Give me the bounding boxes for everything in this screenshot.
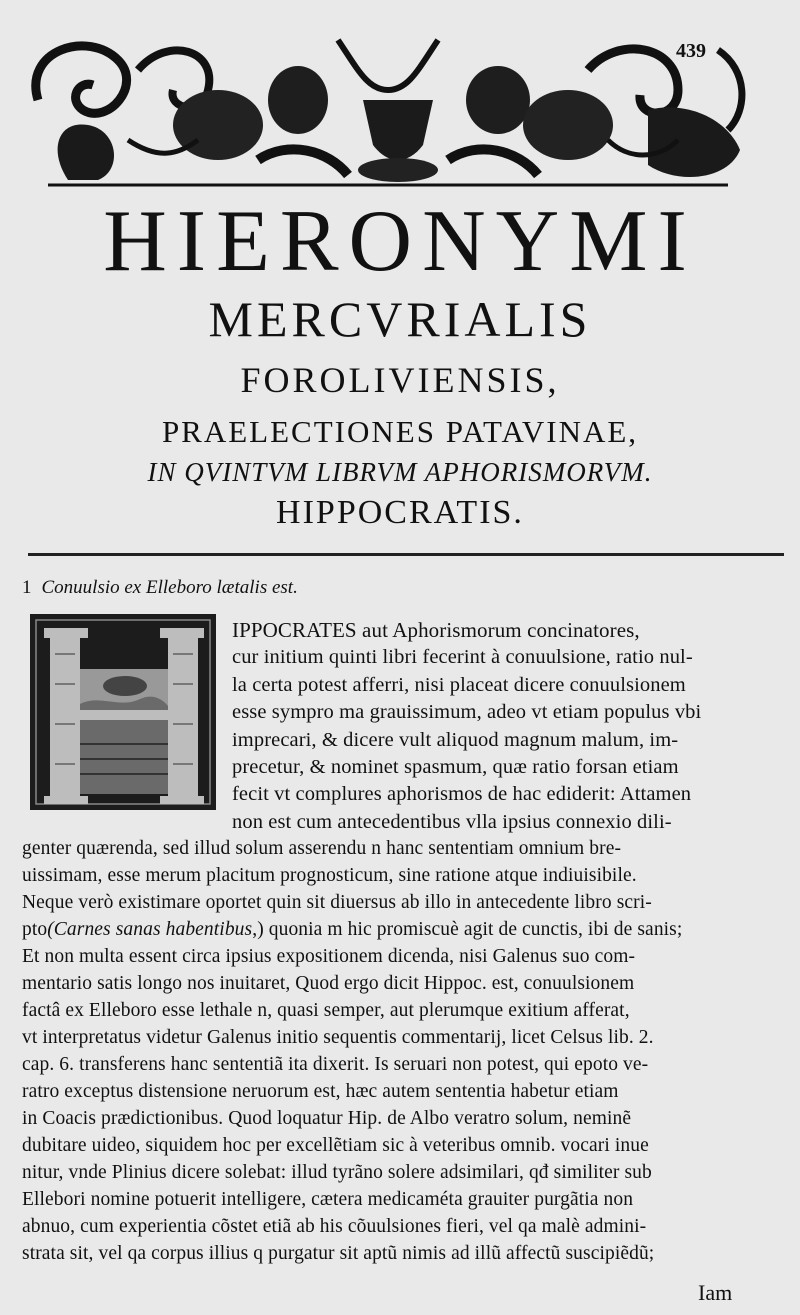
body-line-16: vt interpretatus videtur Galenus initio sequentis commentarij, licet Celsus lib. 2. [22, 1027, 654, 1048]
body-line-18: ratro exceptus distensione neruorum est, hæc autem sententia habetur etiam [22, 1081, 619, 1102]
body-line-20: dubitare uideo, siquidem hoc per excellẽtiam sic à veteribus omnib. vocari inue [22, 1135, 649, 1156]
body-line-21: nitur, vnde Plinius dicere solebat: illud tyrãno solere adsimilari, qđ similiter sub [22, 1162, 652, 1183]
body-line-23: abnuo, cum experientia cõstet etiã ab his cõuulsiones fieri, vel qa malè admini- [22, 1216, 647, 1237]
title-author-first-name: HIERONYMI [103, 193, 697, 290]
body-line-8: non est cum antecedentibus vlla ipsius connexio dili- [232, 811, 672, 833]
body-line-24: strata sit, vel qa corpus illius q purgatur sit aptũ nimis ad illũ affectũ suscipiẽdũ; [22, 1243, 655, 1264]
aphorism-heading [22, 578, 298, 597]
body-line-4: esse sympro ma grauissimum, adeo vt etiam populus vbi [232, 701, 702, 723]
aphorism-text: Conuulsio ex Elleboro lætalis est. [41, 577, 298, 598]
body-line-12 [22, 920, 682, 940]
body-line-1: IPPOCRATES aut Aphorismorum concinatores, [232, 618, 640, 642]
body-line-11: Neque verò existimare oportet quin sit diuersus ab illo in antecedente libro scri- [22, 892, 652, 913]
page-number: 439 [676, 40, 706, 62]
body-line-14: mentario satis longo nos inuitaret, Quod ergo dicit Hippoc. est, conuulsionem [22, 973, 635, 994]
title-origin: FOROLIVIENSIS, [240, 360, 560, 400]
header-rule [28, 553, 784, 556]
body-line-13: Et non multa essent circa ipsius expositionem dicenda, nisi Galenus suo com- [22, 946, 636, 967]
title-work: PRAELECTIONES PATAVINAE, [161, 414, 639, 449]
title-author-surname: MERCVRIALIS [208, 291, 592, 347]
body-line-22: Ellebori nomine potuerit intelligere, cætera medicaméta grauiter purgãtia non [22, 1189, 634, 1210]
body-line-5: imprecari, & dicere vult aliquod magnum malum, im- [232, 729, 679, 751]
body-line-10: uissimam, esse merum placitum prognosticum, sine ratione atque indiuisibile. [22, 865, 637, 886]
body-line-12-end: ,) quonia m hic promiscuè agit de cunctis, ibi de sanis; [252, 919, 683, 940]
catchword: Iam [698, 1280, 733, 1305]
body-line-17: cap. 6. transferens hanc sententiã ita dixerit. Is seruari non potest, qui epoto ve- [22, 1054, 649, 1075]
title-subject: IN QVINTVM LIBRVM APHORISMORVM. [147, 457, 653, 487]
body-line-6: precetur, & nominet spasmum, quæ ratio forsan etiam [232, 756, 679, 778]
woodcut-banner-image [28, 30, 750, 190]
body-line-12-italic: (Carnes sanas habentibus [47, 919, 253, 940]
body-line-12-start: pto [22, 919, 48, 940]
body-line-3: la certa potest afferri, nisi placeat dicere conuulsionem [232, 674, 686, 696]
body-line-9: genter quærenda, sed illud solum asserendu n hanc sententiam omnium bre- [22, 838, 622, 859]
body-line-19: in Coacis prædictionibus. Quod loquatur Hip. de Albo veratro solum, neminẽ [22, 1108, 632, 1129]
body-line-7: fecit vt complures aphorismos de hac ediderit: Attamen [232, 783, 692, 805]
title-author-hippocrates: HIPPOCRATIS. [276, 494, 524, 531]
body-line-2: cur initium quinti libri fecerint à conuulsione, ratio nul- [232, 646, 693, 668]
aphorism-number: 1 [22, 577, 32, 598]
body-line-15: factâ ex Elleboro esse lethale n, quasi semper, aut plerumque exitium afferat, [22, 1000, 630, 1021]
decorated-initial-image [30, 614, 216, 810]
